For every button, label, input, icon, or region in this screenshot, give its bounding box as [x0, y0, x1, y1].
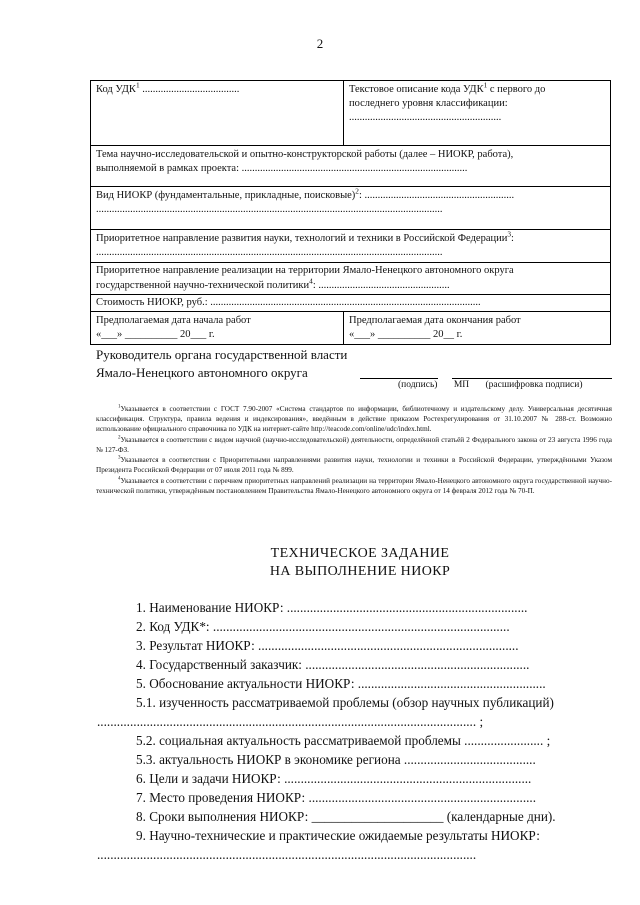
- list-item[interactable]: 6. Цели и задачи НИОКР: ...........................................................................: [136, 771, 532, 786]
- dates-row: [91, 311, 611, 344]
- document-title: ТЕХНИЧЕСКОЕ ЗАДАНИЕ НА ВЫПОЛНЕНИЕ НИОКР: [269, 546, 451, 580]
- list-item[interactable]: 3. Результат НИОКР: ...............................................................................: [136, 638, 519, 653]
- list-item[interactable]: 4. Государственный заказчик: ....................................................................: [136, 657, 530, 672]
- udk-label: Код УДК: [96, 84, 136, 95]
- signatory-title-line-2: Ямало-Ненецкого автономного округа: [96, 364, 308, 380]
- udk-row: [91, 81, 611, 146]
- topic-row: [91, 146, 611, 187]
- start-date-cell[interactable]: Предполагаемая дата начала работ «___» __________ 20___ г.: [91, 311, 344, 344]
- udk-description-field[interactable]: ..........................................................: [349, 112, 502, 124]
- project-form-table: [90, 80, 611, 345]
- signature-line[interactable]: [360, 366, 612, 379]
- list-item[interactable]: 7. Место проведения НИОКР: .....................................................................: [136, 790, 537, 805]
- list-item[interactable]: ...................................................................................................................: [97, 847, 477, 862]
- signatory-title-line-1: Руководитель органа государственной власти: [96, 347, 348, 362]
- footnote-1: $^1$Указывается в соответствии с ГОСТ 7.90-2007 «Система стандартов по информации, библиотечному и издательскому делу. Универсальная десятичная классификация. Структура, правила ведения и индексирования», введённым в действие приказом Ростехрегулирования от 31.10.2007 № 288-ст. Возможно использование официального справочника по УДК на интернет-сайте http://teacode.com/online/udc/index.html.: [96, 404, 612, 434]
- footnote-4: $^4$Указывается в соответствии с перечнем приоритетных направлений реализации на территории Ямало-Ненецкого автономного округа государственной научно-технической политики, утверждённым постановлением Правительства Ямало-Ненецкого автономного округа от 14 февраля 2012 года № 70-П.: [96, 476, 612, 495]
- list-item[interactable]: 5.2. социальная актуальность рассматриваемой проблемы ........................ ;: [136, 733, 551, 748]
- list-item[interactable]: 5.3. актуальность НИОКР в экономике региона ........................................: [136, 752, 536, 767]
- priority-yanao-cell[interactable]: Приоритетное направление реализации на территории Ямало-Ненецкого автономного округа государственной научно-технической политики$^4$: ..................................................: [91, 263, 611, 294]
- type-row: [91, 187, 611, 230]
- list-item[interactable]: 8. Сроки выполнения НИОКР: ____________________ (календарные дни).: [136, 809, 556, 824]
- list-item[interactable]: 5. Обоснование актуальности НИОКР: .........................................................: [136, 676, 546, 691]
- udk-code-cell: Код УДК$^1$ .....................................: [91, 81, 344, 146]
- start-date-field[interactable]: «___» __________ 20___ г.: [96, 329, 215, 341]
- cost-cell[interactable]: Стоимость НИОКР, руб.: .......................................................................................................: [91, 294, 611, 311]
- type-cell[interactable]: Вид НИОКР (фундаментальные, прикладные, поисковые)$^2$: ......................................................... ....................................................................................................................................: [91, 187, 611, 230]
- page-number: 2: [316, 36, 324, 51]
- list-item[interactable]: ................................................................................................................... ;: [97, 714, 484, 729]
- end-date-cell[interactable]: Предполагаемая дата окончания работ «___» __________ 20__ г.: [344, 311, 611, 344]
- udk-description-cell: Текстовое описание кода УДК$^1$ с первого до последнего уровня классификации: ..........................................................: [344, 81, 611, 146]
- stamp-place-label: МП: [453, 380, 470, 390]
- end-date-field[interactable]: «___» __________ 20__ г.: [349, 329, 463, 341]
- footnote-2: $^2$Указывается в соответствии с видом научной (научно-исследовательской) деятельности, определённой статьёй 2 Федерального закона от 23 августа 1996 года № 127-ФЗ.: [96, 435, 612, 454]
- footnotes: [96, 404, 612, 496]
- cost-row: [91, 294, 611, 311]
- list-item[interactable]: 9. Научно-технические и практические ожидаемые результаты НИОКР:: [136, 828, 540, 843]
- footnote-3: $^3$Указывается в соответствии с Приоритетными направлениями развития науки, технологии и техники в Российской Федерации, утверждёнными Указом Президента Российской Федерации от 07 июля 2011 года № 899.: [96, 455, 612, 475]
- priority-rf-cell[interactable]: Приоритетное направление развития науки, технологий и техники в Российской Федерации$^3$: ....................................................................................................................................: [91, 230, 611, 263]
- udk-code-field[interactable]: .....................................: [142, 84, 240, 95]
- priority-rf-row: [91, 230, 611, 263]
- list-item[interactable]: 2. Код УДК*: ..........................................................................................: [136, 619, 510, 634]
- list-item[interactable]: 1. Наименование НИОКР: .........................................................................: [136, 600, 528, 615]
- priority-yanao-row: [91, 263, 611, 294]
- signature-caption: (подпись) МП (расшифровка подписи): [398, 380, 583, 390]
- list-item[interactable]: 5.1. изученность рассматриваемой проблемы (обзор научных публикаций): [136, 695, 554, 710]
- topic-cell[interactable]: Тема научно-исследовательской и опытно-конструкторской работы (далее – НИОКР, работа), выполняемой в рамках проекта: ......................................................................................: [91, 146, 611, 187]
